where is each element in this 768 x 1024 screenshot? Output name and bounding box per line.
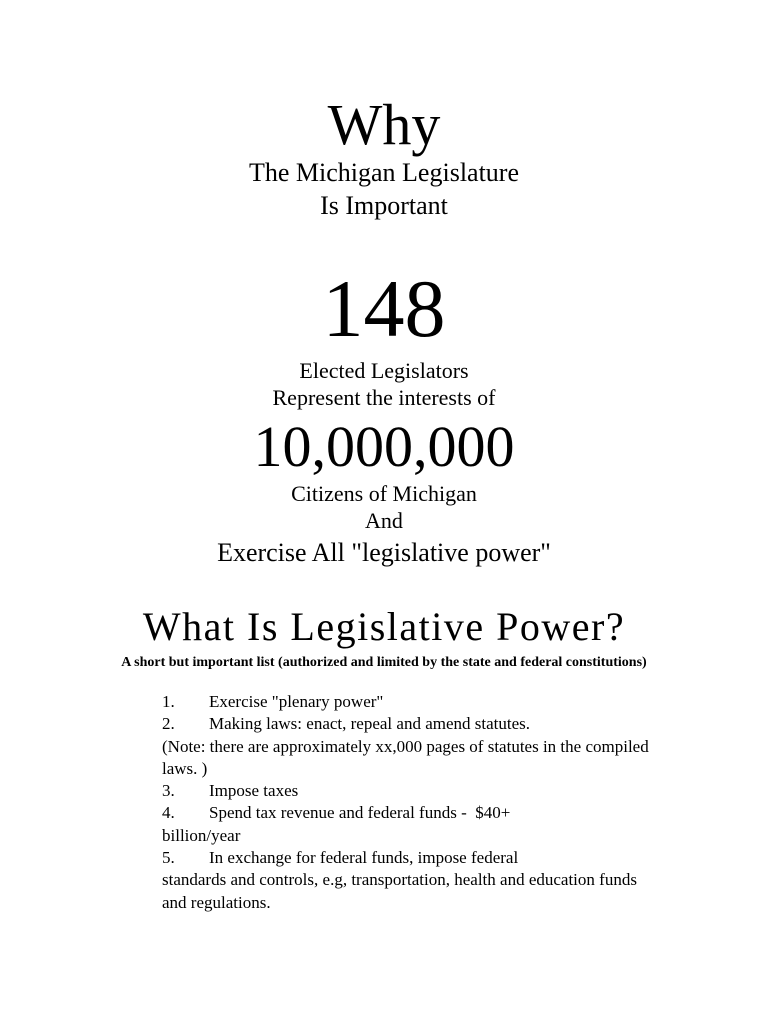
exercise-text: Exercise All "legislative power" bbox=[217, 538, 551, 567]
list-item-number: 3. bbox=[162, 781, 175, 801]
legislative-power-list bbox=[162, 691, 662, 914]
list-item-continuation: billion/year bbox=[162, 825, 241, 845]
list-item bbox=[162, 691, 662, 713]
represent-text: Represent the interests of bbox=[272, 385, 496, 410]
list-item-text: Spend tax revenue and federal funds - $40+ bbox=[209, 803, 511, 823]
list-item-number: 4. bbox=[162, 803, 175, 823]
list-item bbox=[162, 802, 662, 847]
list-item-text: Impose taxes bbox=[209, 781, 299, 801]
legislators-count: 148 bbox=[322, 263, 446, 354]
list-item-number: 2. bbox=[162, 714, 175, 734]
list-item bbox=[162, 780, 662, 802]
list-item-text: Exercise "plenary power" bbox=[209, 692, 384, 711]
list-item-text: In exchange for federal funds, impose federal bbox=[209, 848, 519, 868]
section-intro: A short but important list (authorized and limited by the state and federal constitutions) bbox=[121, 655, 647, 670]
list-item bbox=[162, 713, 662, 780]
list-item-text: Making laws: enact, repeal and amend statutes. bbox=[209, 714, 530, 734]
list-item-number: 5. bbox=[162, 848, 175, 868]
title-why: Why bbox=[327, 92, 441, 157]
and-text: And bbox=[365, 508, 403, 533]
citizens-count: 10,000,000 bbox=[253, 414, 515, 479]
subtitle-line-2: Is Important bbox=[320, 191, 448, 220]
subtitle-line-1: The Michigan Legislature bbox=[248, 158, 520, 187]
list-item-continuation: (Note: there are approximately xx,000 pages of statutes in the compiled laws. ) bbox=[162, 736, 649, 778]
list-item-number: 1. bbox=[162, 692, 175, 711]
list-item bbox=[162, 847, 662, 914]
list-item-continuation: standards and controls, e.g, transportation, health and education funds and regulations. bbox=[162, 870, 637, 912]
citizens-label: Citizens of Michigan bbox=[291, 481, 477, 506]
section-heading: What Is Legislative Power? bbox=[142, 604, 626, 649]
legislators-label: Elected Legislators bbox=[299, 358, 469, 383]
